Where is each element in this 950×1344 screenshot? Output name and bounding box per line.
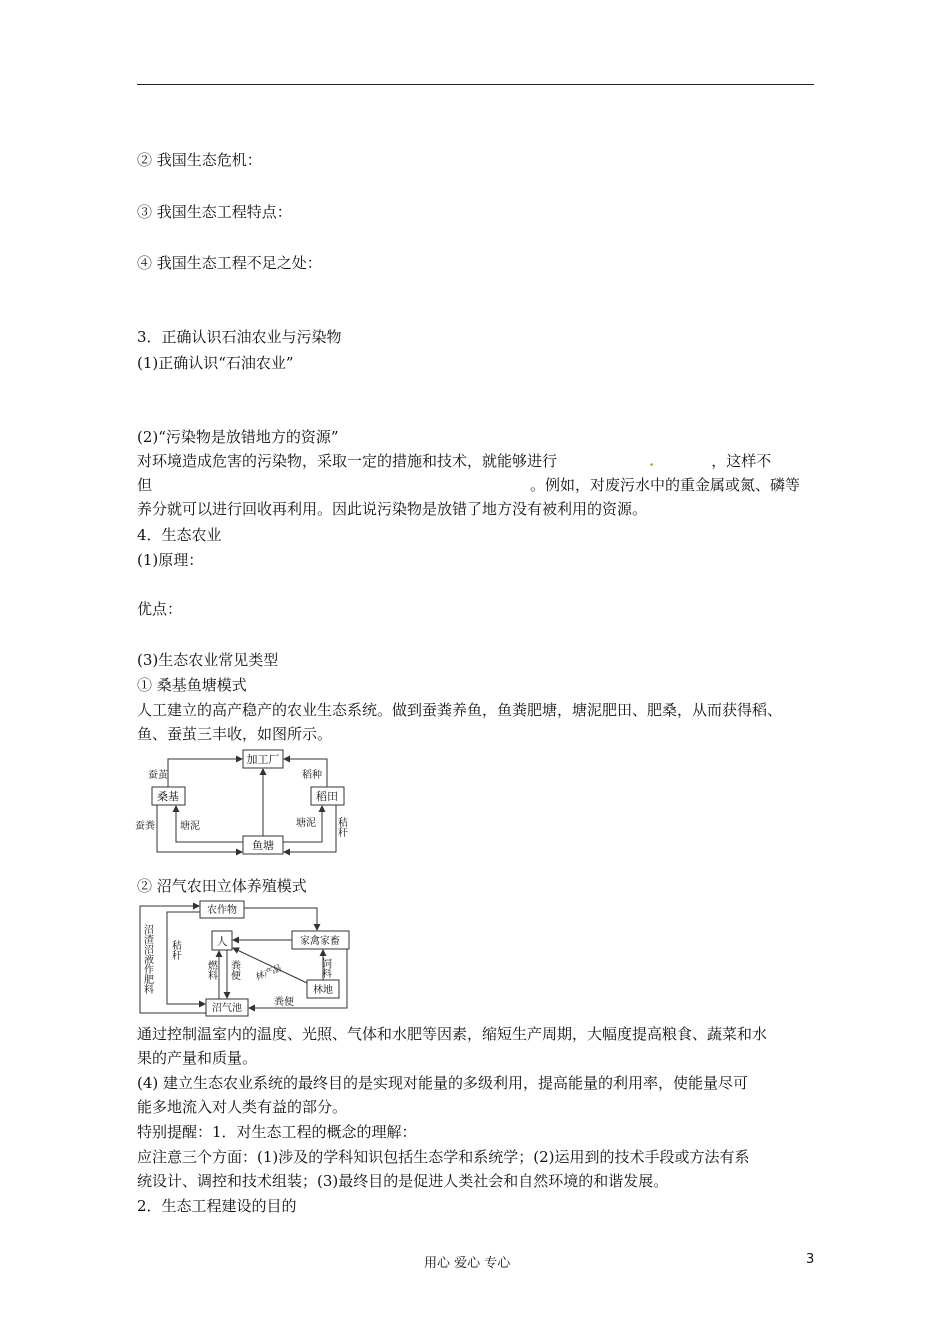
paddy-label: 稻田: [316, 790, 338, 803]
section-4-3: (3)生态农业常见类型: [137, 651, 279, 669]
residue-label: 沼渣沼液作肥料: [141, 924, 153, 994]
section-3-1: (1)正确认识“石油农业”: [137, 354, 294, 372]
factory-label: 加工厂: [246, 753, 280, 766]
paragraph-2-text-a: 但: [137, 476, 153, 494]
biogas-farm-diagram: [137, 898, 357, 1020]
forest-product-label: 林产品: [253, 963, 283, 984]
features-heading: ③ 我国生态工程特点：: [137, 203, 292, 221]
shortcomings-heading: ④ 我国生态工程不足之处：: [137, 254, 322, 272]
section-4-4-line-1: (4) 建立生态农业系统的最终目的是实现对能量的多级利用，提高能量的利用率，使能量尽可: [137, 1074, 749, 1092]
human-label: 人: [216, 935, 228, 948]
tip-1-line-1: 应注意三个方面：(1)涉及的学科知识包括生态学和系统学；(2)运用到的技术手段或方法有系: [137, 1148, 750, 1166]
straw-label-2: 秸秆: [169, 940, 181, 960]
cocoon-label: 蚕茧: [148, 770, 168, 781]
pond-mud-right-label: 塘泥: [296, 818, 316, 829]
livestock-label: 家禽家畜: [300, 936, 340, 947]
mode-1-desc-line-1: 人工建立的高产稳产的农业生态系统。做到蚕粪养鱼，鱼粪肥塘，塘泥肥田、肥桑，从而获得稻、: [137, 701, 783, 719]
mulberry-to-factory-arrow: [168, 759, 242, 787]
silkworm-feces-label: 蚕粪: [135, 821, 155, 832]
section-4-advantages: 优点：: [137, 600, 183, 618]
crops-to-livestock-arrow: [244, 908, 317, 930]
paragraph-line-2: [137, 475, 800, 495]
mode-2-title: ② 沼气农田立体养殖模式: [137, 877, 307, 895]
paragraph-1-text-b: ，这样不: [711, 452, 772, 470]
header-rule: [137, 84, 814, 85]
feed-label: 饲料: [319, 958, 331, 978]
section-4-1: (1)原理：: [137, 551, 204, 569]
biogas-label: 沼气池: [212, 1003, 242, 1014]
mode-2-desc-line-1: 通过控制温室内的温度、光照、气体和水肥等因素，缩短生产周期，大幅度提高粮食、蔬菜和水: [137, 1025, 768, 1043]
section-3-2: (2)“污染物是放错地方的资源”: [137, 428, 339, 446]
mode-1-desc-line-2: 鱼、蚕茧三丰收，如图所示。: [137, 725, 333, 743]
paragraph-line-1: [137, 451, 771, 471]
feces-label: 粪便: [228, 960, 240, 980]
crisis-heading: ② 我国生态危机：: [137, 151, 262, 169]
page-number: 3: [806, 1252, 815, 1267]
pond-mud-left-label: 塘泥: [180, 821, 200, 832]
fuel-label: 燃料: [205, 960, 217, 980]
feces2-label: 粪便: [274, 997, 294, 1008]
mulberry-fishpond-diagram: [130, 748, 360, 860]
tip-1-line-2: 统设计、调控和技术组装；(3)最终目的是促进人类社会和自然环境的和谐发展。: [137, 1172, 669, 1190]
fishpond-label: 鱼塘: [252, 839, 274, 852]
crops-label: 农作物: [207, 905, 237, 916]
straw-label: 秸秆: [335, 817, 347, 837]
tip-title: 特别提醒：1．对生态工程的概念的理解：: [137, 1123, 417, 1141]
mode-2-desc-line-2: 果的产量和质量。: [137, 1049, 258, 1067]
forest-label: 林地: [313, 985, 333, 996]
tip-2: 2．生态工程建设的目的: [137, 1197, 297, 1215]
paragraph-2-text-b: 。例如，对废污水中的重金属或氮、磷等: [530, 476, 801, 494]
mulberry-label: 桑基: [157, 790, 179, 803]
section-4-4-line-2: 能多地流入对人类有益的部分。: [137, 1098, 348, 1116]
paragraph-1-text-a: 对环境造成危害的污染物，采取一定的措施和技术，就能够进行: [137, 452, 558, 470]
section-4-title: 4．生态农业: [137, 526, 222, 544]
rice-seed-label: 稻种: [302, 770, 322, 781]
section-3-title: 3．正确认识石油农业与污染物: [137, 328, 342, 346]
paragraph-line-3: 养分就可以进行回收再利用。因此说污染物是放错了地方没有被利用的资源。: [137, 500, 648, 518]
footer-motto: 用心 爱心 专心: [424, 1256, 511, 1271]
mode-1-title: ① 桑基鱼塘模式: [137, 676, 247, 694]
stray-dot: .: [649, 452, 655, 470]
